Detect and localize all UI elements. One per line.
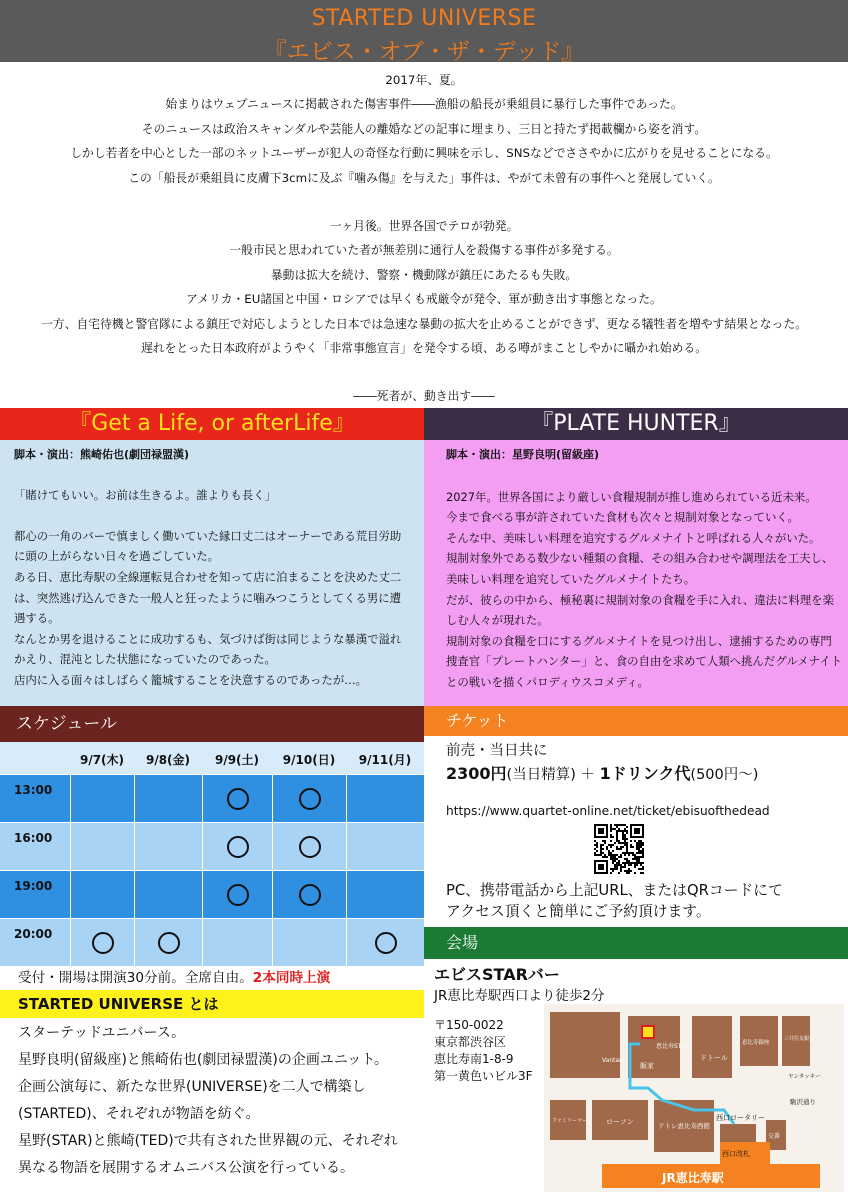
- schedule-row: [0, 918, 424, 966]
- intro-line: 一方、自宅待機と警官隊による鎮圧で対応しようとした日本では急速な暴動の拡大を止めることができず、更なる犠牲者を増やす結果となった。: [41, 316, 807, 331]
- schedule-note-text: 受付・開場は開演30分前。全席自由。: [18, 970, 253, 986]
- ticket-heading: チケット: [424, 706, 848, 736]
- ticket-url-link[interactable]: https://www.quartet-online.net/ticket/ebisuofthedead: [446, 804, 770, 818]
- schedule-cell: [272, 919, 346, 966]
- schedule-cell: [272, 871, 346, 918]
- schedule-cell: [70, 823, 134, 870]
- schedule-cell: [134, 775, 202, 822]
- intro-line: この「船長が乗組員に皮膚下3cmに及ぶ『噛み傷』を与えた」事件は、やがて未曾有の事件へと発展していく。: [128, 170, 720, 185]
- schedule-cell: [202, 775, 272, 822]
- performance-mark-icon: [299, 788, 321, 810]
- schedule-time: 20:00: [14, 927, 53, 941]
- ticket-note-line: アクセス頂くと簡単にご予約頂けます。: [446, 903, 711, 920]
- schedule-cell: [202, 871, 272, 918]
- schedule-row: [0, 774, 424, 822]
- play-left-line: 店内に入る面々はしばらく籠城することを決意するのであったが…。: [14, 672, 367, 687]
- schedule-time: 19:00: [14, 879, 53, 893]
- play-left-line: 都心の一角のバーで慎ましく働いていた縁口丈二はオーナーである荒目労助: [14, 528, 402, 543]
- play-right-line: との戦いを描くパロディウスコメディ。: [446, 674, 649, 689]
- schedule-note: [18, 966, 428, 990]
- venue-address-line: 〒150-0022: [434, 1018, 504, 1032]
- about-line: 異なる物語を展開するオムニバス公演を行っている。: [18, 1160, 354, 1176]
- venue-heading: 会場: [424, 927, 848, 959]
- map-label-bar: 恵比寿STAR: [656, 1043, 690, 1050]
- map-label-atre: アトレ恵比寿西館: [658, 1122, 710, 1130]
- map-label-rotary: 西口ロータリー: [716, 1114, 765, 1122]
- schedule-cell: [202, 823, 272, 870]
- map-label-doutor: ドトール: [700, 1054, 728, 1062]
- schedule-cell: [272, 823, 346, 870]
- ticket-price-block: [446, 740, 846, 786]
- play-left-panel: [0, 440, 424, 706]
- map-label-family: ファミリーマート: [552, 1118, 592, 1124]
- intro-line: 始まりはウェブニュースに掲載された傷害事件――漁船の船長が乗組員に暴行した事件であった。: [165, 97, 683, 112]
- map-label-west-exit: 西口改札: [722, 1150, 750, 1158]
- intro-line: 遅れをとった日本政府がようやく「非常事態宣言」を発令する頃、ある噂がまことしやかに囁かれ始める。: [140, 340, 708, 355]
- schedule-cell: [134, 919, 202, 966]
- play-right-line: 今まで食べる事が許されていた食材も次々と規制対象となっていく。: [446, 510, 799, 525]
- play-left-credit: 脚本・演出：熊崎佑也(劇団禄盟漢): [14, 448, 190, 461]
- play-right-line: 2027年。世界各国により厳しい食糧規制が推し進められている近未来。: [446, 489, 817, 504]
- schedule-cell: [70, 775, 134, 822]
- intro-line: 一ヶ月後。世界各国でテロが勃発。: [329, 218, 519, 233]
- map-label-komazawa: 駒沢通り: [790, 1098, 816, 1106]
- performance-mark-icon: [158, 932, 180, 954]
- map-label-restaurant: 飯家: [640, 1062, 654, 1070]
- schedule-cell: [134, 823, 202, 870]
- ticket-note: [446, 880, 783, 922]
- schedule-row: [0, 870, 424, 918]
- schedule-cell: [346, 919, 424, 966]
- performance-mark-icon: [375, 932, 397, 954]
- schedule-cell: [346, 823, 424, 870]
- schedule-date: 9/10(日): [282, 753, 336, 767]
- performance-mark-icon: [92, 932, 114, 954]
- schedule-date-row: [0, 742, 424, 774]
- play-right-panel: [424, 440, 848, 706]
- venue-address: [434, 1017, 533, 1085]
- schedule-cell: [202, 919, 272, 966]
- play-left-line: は、突然逃げ込んできた一般人と狂ったように噛みつこうとしてくる男に遭: [14, 590, 402, 605]
- play-left-line: 遇する。: [14, 611, 60, 626]
- venue-address-line: 第一黄色いビル3F: [434, 1069, 533, 1083]
- about-line: 星野(STAR)と熊崎(TED)で共有された世界観の元、それぞれ: [18, 1133, 398, 1149]
- schedule-table: [0, 742, 424, 966]
- map-label-koban: 交番: [768, 1133, 781, 1140]
- schedule-time: 13:00: [14, 783, 53, 797]
- page-header: [0, 0, 848, 65]
- schedule-row: [0, 822, 424, 870]
- schedule-cell: [346, 871, 424, 918]
- play-right-line: 美味しい料理を追究していたグルメナイトたち。: [446, 571, 696, 586]
- performance-mark-icon: [299, 884, 321, 906]
- play-left-line: なんとか男を退けることに成功するも、気づけば街は同じような暴漢で溢れ: [14, 631, 402, 646]
- venue-map: [544, 1004, 844, 1192]
- schedule-heading: スケジュール: [0, 706, 424, 742]
- venue-access: JR恵比寿駅西口より徒歩2分: [434, 988, 605, 1004]
- play-right-credit: 脚本・演出：星野良明(留級座): [446, 448, 600, 461]
- intro-closing: ――死者が、動き出す――: [353, 389, 495, 404]
- about-line: スターテッドユニバース。: [18, 1025, 186, 1041]
- ticket-note-line: PC、携帯電話から上記URL、またはQRコードにて: [446, 882, 783, 899]
- map-label-vantan: Vantan: [602, 1057, 623, 1064]
- intro-line: アメリカ・EU諸国と中国・ロシアでは早くも戒厳令が発令、軍が動き出す事態となった。: [186, 292, 662, 307]
- schedule-cell: [346, 775, 424, 822]
- ticket-price-note: (当日精算): [506, 767, 576, 783]
- intro-line: そのニュースは政治スキャンダルや芸能人の離婚などの記事に埋まり、三日と持たず掲載欄から姿を消す。: [141, 121, 707, 136]
- play-right-title: 『PLATE HUNTER』: [424, 408, 848, 440]
- intro-line: しかし若者を中心とした一部のネットユーザーが犯人の奇怪な行動に興味を示し、SNSなどでささやかに広がりを見せることになる。: [70, 146, 778, 161]
- intro-line: 2017年、夏。: [385, 73, 463, 87]
- play-right-line: 規制対象の食糧を口にするグルメナイトを見つけ出し、逮捕するための専門: [446, 633, 832, 648]
- schedule-cell: [272, 775, 346, 822]
- schedule-date: 9/9(土): [214, 753, 260, 767]
- page-subtitle: 『エビス・オブ・ザ・デッド』: [263, 39, 585, 65]
- map-label-yamada: ヤンタッキー: [788, 1074, 821, 1080]
- about-line: 星野良明(留級座)と熊崎佑也(劇団禄盟漢)の企画ユニット。: [18, 1052, 389, 1068]
- ticket-line1: 前売・当日共に: [446, 743, 548, 759]
- play-left-title: 『Get a Life, or afterLife』: [0, 408, 424, 440]
- intro-story: [0, 68, 848, 409]
- performance-mark-icon: [299, 836, 321, 858]
- schedule-time: 16:00: [14, 831, 53, 845]
- schedule-cell: [134, 871, 202, 918]
- about-body: [18, 1020, 428, 1182]
- map-label-station: JR恵比寿駅: [662, 1171, 724, 1185]
- ticket-drink-note: (500円～): [690, 767, 759, 783]
- performance-mark-icon: [227, 884, 249, 906]
- map-label-lawson: ローソン: [606, 1118, 634, 1126]
- performance-mark-icon: [227, 836, 249, 858]
- ticket-price-line: [446, 762, 846, 786]
- play-right-line: 規制対象外である数少ない種類の食糧、その組み合わせや調理法を工夫し、: [446, 551, 834, 566]
- play-left-line: ある日、恵比寿駅の全線運転見合わせを知って店に泊まることを決めた丈二: [14, 569, 402, 584]
- qr-code-icon[interactable]: [585, 824, 653, 874]
- play-left-quote: 「賭けてもいい。お前は生きるよ。誰よりも長く」: [14, 487, 276, 502]
- about-line: (STARTED)、それぞれが物語を紡ぐ。: [18, 1106, 260, 1122]
- intro-line: 一般市民と思われていた者が無差別に通行人を殺傷する事件が多発する。: [229, 243, 619, 258]
- schedule-note-highlight: 2本同時上演: [252, 970, 331, 986]
- map-label-bank-a: 恵比寿銀座: [742, 1040, 770, 1046]
- ticket-price: 2300円: [446, 764, 507, 783]
- venue-address-line: 恵比寿南1-8-9: [434, 1052, 514, 1066]
- schedule-date: 9/11(月): [358, 753, 412, 767]
- performance-mark-icon: [227, 788, 249, 810]
- venue-name: エビスSTARバー: [434, 965, 560, 984]
- play-left-line: に頭の上がらない日々を過ごしていた。: [14, 549, 220, 564]
- schedule-cell: [70, 871, 134, 918]
- schedule-cell: [70, 919, 134, 966]
- about-line: 企画公演毎に、新たな世界(UNIVERSE)を二人で構築し: [18, 1079, 366, 1095]
- intro-line: 暴動は拡大を続け、警察・機動隊が鎮圧にあたるも失敗。: [270, 267, 578, 282]
- play-right-line: だが、彼らの中から、極秘裏に規制対象の食糧を手に入れ、違法に料理を楽: [446, 592, 834, 607]
- play-right-line: しむ人々が現れた。: [446, 613, 549, 628]
- ticket-plus: ＋: [575, 767, 600, 783]
- schedule-date: 9/7(木): [79, 753, 125, 767]
- map-label-bank-b: 三井住友銀行: [784, 1036, 815, 1042]
- schedule-date: 9/8(金): [145, 753, 191, 767]
- play-right-line: そんな中、美味しい料理を追究するグルメナイトと呼ばれる人々がいた。: [446, 530, 821, 545]
- page-title: STARTED UNIVERSE: [311, 6, 537, 31]
- about-heading: STARTED UNIVERSE とは: [0, 990, 424, 1018]
- ticket-drink: 1ドリンク代: [599, 764, 691, 783]
- play-right-line: 捜査官「プレートハンター」と、食の自由を求めて人類へ挑んだグルメナイト: [446, 654, 843, 669]
- venue-address-line: 東京都渋谷区: [434, 1035, 507, 1049]
- play-left-line: かえり、混沌とした状態になっていたのであった。: [14, 652, 276, 667]
